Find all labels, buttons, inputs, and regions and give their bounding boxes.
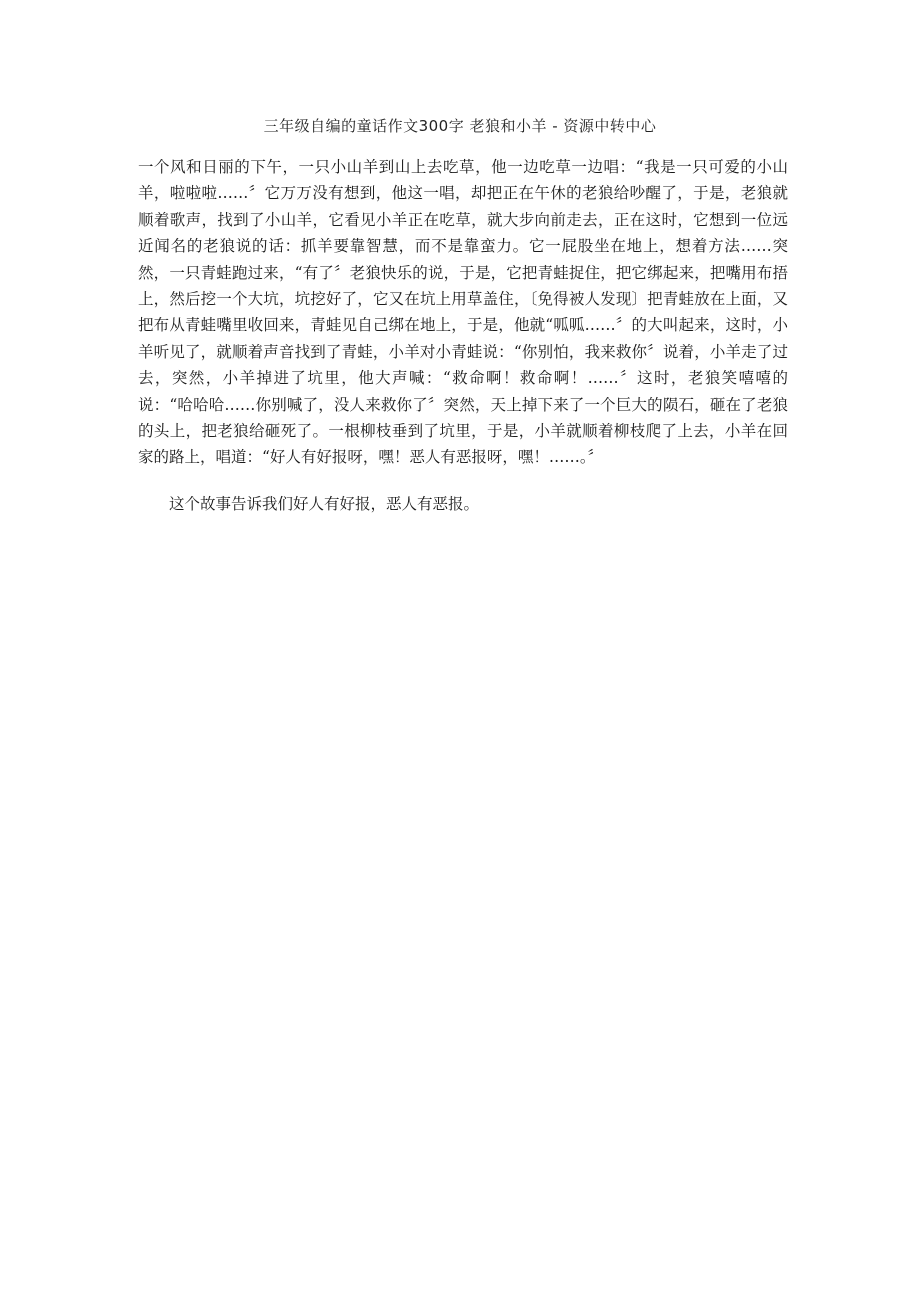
- story-paragraph: 一个风和日丽的下午，一只小山羊到山上去吃草，他一边吃草一边唱：“我是一只可爱的小山羊，啦啦啦……〞它万万没有想到，他这一唱，却把正在午休的老狼给吵醒了，于是，老狼就顺着歌声，找到了小山羊，它看见小羊正在吃草，就大步向前走去，正在这时，它想到一位远近闻名的老狼说的话：抓羊要靠智慧，而不是靠蛮力。它一屁股坐在地上，想着方法……突然，一只青蛙跑过来，“有了〞老狼快乐的说，于是，它把青蛙捉住，把它绑起来，把嘴用布捂上，然后挖一个大坑，坑挖好了，它又在坑上用草盖住，〔免得被人发现〕把青蛙放在上面，又把布从青蛙嘴里收回来，青蛙见自己绑在地上，于是，他就“呱呱……〞的大叫起来，这时，小羊听见了，就顺着声音找到了青蛙，小羊对小青蛙说：“你别怕，我来救你〞说着，小羊走了过去，突然，小羊掉进了坑里，他大声喊：“救命啊！救命啊！……〞这时，老狼笑嘻嘻的说：“哈哈哈……你别喊了，没人来救你了〞突然，天上掉下来了一个巨大的陨石，砸在了老狼的头上，把老狼给砸死了。一根柳枝垂到了坑里，于是，小羊就顺着柳枝爬了上去，小羊在回家的路上，唱道：“好人有好报呀，嘿！恶人有恶报呀，嘿！……。〞: [138, 158, 788, 467]
- document-title: 三年级自编的童话作文300字 老狼和小羊 - 资源中转中心: [263, 117, 657, 135]
- conclusion-paragraph: 这个故事告诉我们好人有好报，恶人有恶报。: [169, 495, 480, 513]
